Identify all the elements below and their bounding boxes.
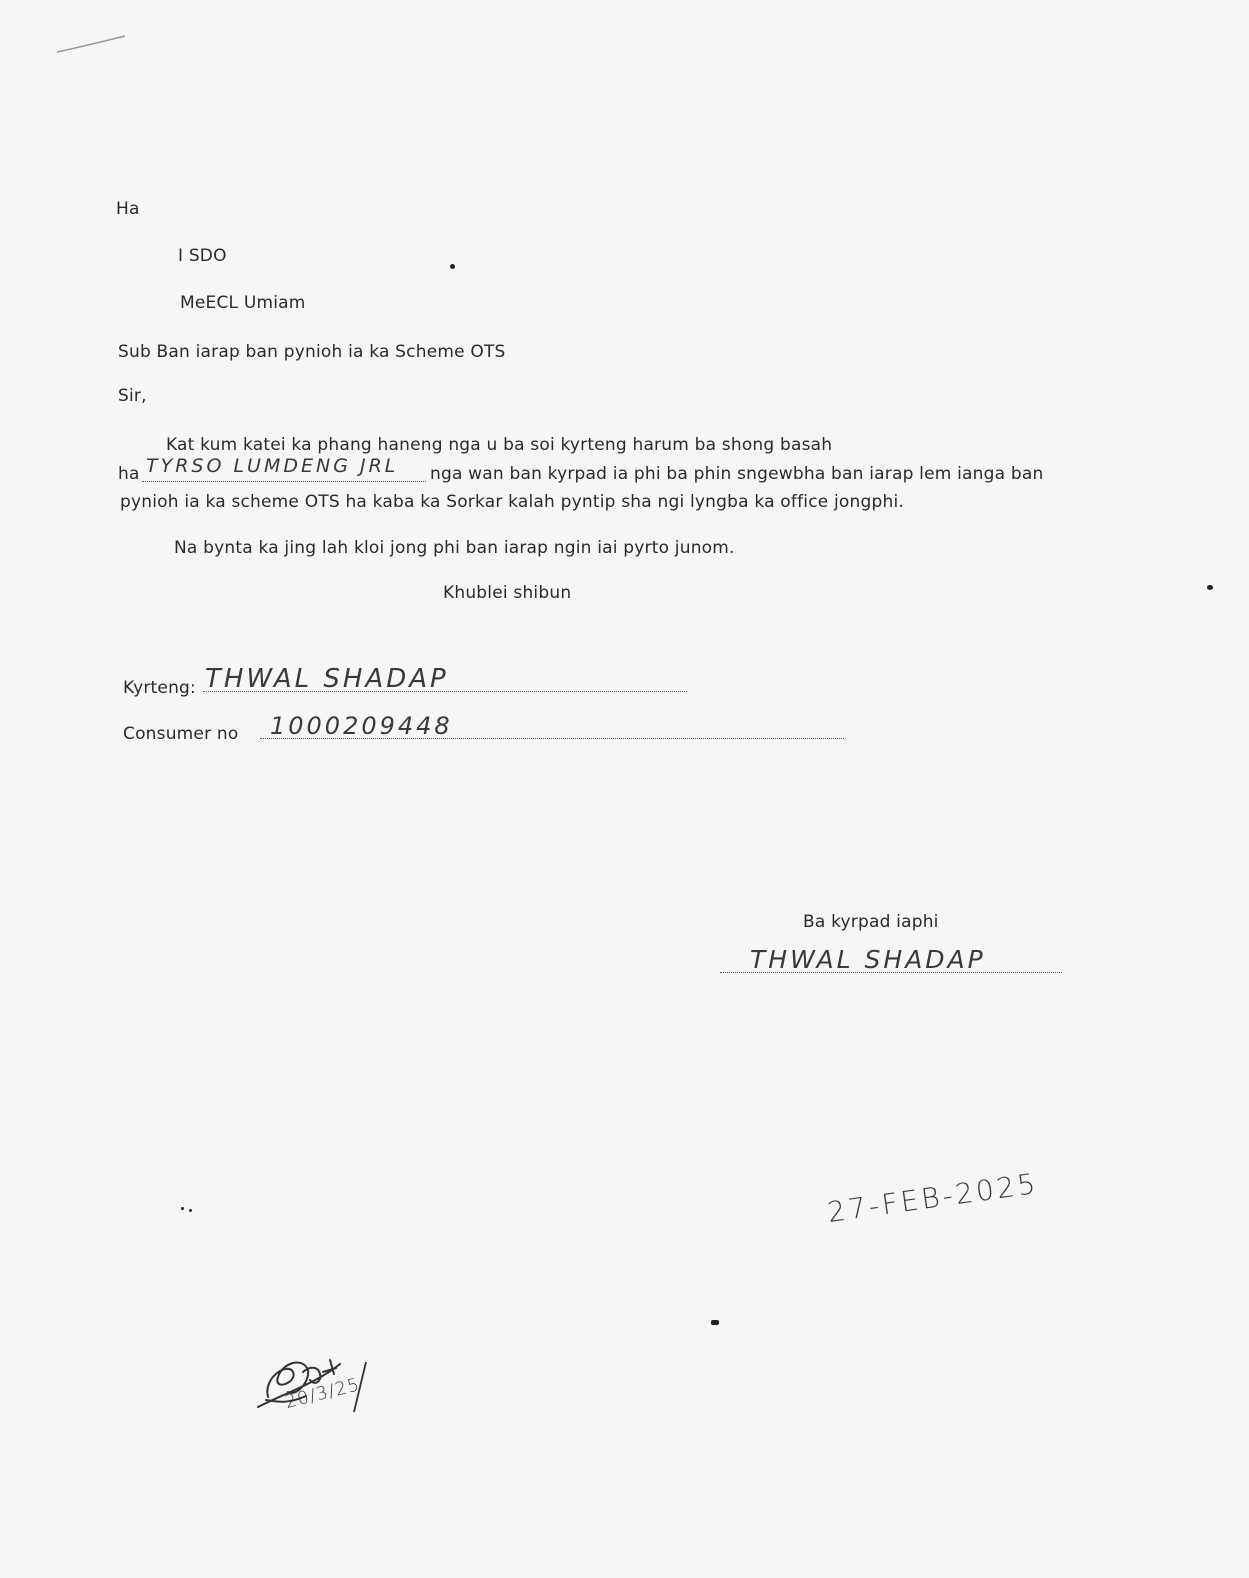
body-line3: pynioh ia ka scheme OTS ha kaba ka Sorkar kalah pyntip sha ngi lyngba ka office jongphi. bbox=[120, 492, 904, 512]
addressee-line2: MeECL Umiam bbox=[180, 293, 306, 313]
body-line1: Kat kum katei ka phang haneng nga u ba soi kyrteng harum ba shong basah bbox=[166, 435, 833, 455]
scan-speck bbox=[450, 264, 455, 269]
name-dotted-line bbox=[203, 691, 687, 692]
salutation-to: Ha bbox=[116, 199, 140, 219]
body-line2-suffix: nga wan ban kyrpad ia phi ba phin sngewbha ban iarap lem ianga ban bbox=[430, 464, 1044, 484]
signature-dotted-line bbox=[720, 972, 1062, 973]
closing-request: Na bynta ka jing lah kloi jong phi ban iarap ngin iai pyrto junom. bbox=[174, 538, 735, 558]
signature-name: THWAL SHADAP bbox=[750, 945, 986, 974]
body-line2-prefix: ha bbox=[118, 464, 140, 484]
signoff: Ba kyrpad iaphi bbox=[803, 912, 939, 932]
initial-date: 20/3/25 bbox=[282, 1374, 363, 1413]
name-label: Kyrteng: bbox=[123, 678, 196, 698]
scan-speck bbox=[1207, 585, 1213, 590]
thanks-line: Khublei shibun bbox=[443, 583, 572, 603]
greeting: Sir, bbox=[118, 386, 147, 406]
place-dotted-line bbox=[142, 481, 426, 482]
scan-mark bbox=[55, 30, 135, 60]
name-value: THWAL SHADAP bbox=[205, 664, 449, 694]
scan-speck bbox=[189, 1209, 192, 1212]
handwritten-place: TYRSO LUMDENG JRL bbox=[146, 455, 399, 477]
consumer-label: Consumer no bbox=[123, 724, 239, 744]
scan-speck bbox=[181, 1207, 184, 1210]
consumer-value: 1000209448 bbox=[270, 712, 453, 740]
subject-line: Sub Ban iarap ban pynioh ia ka Scheme OTS bbox=[118, 342, 506, 362]
consumer-dotted-line bbox=[260, 738, 844, 739]
handwritten-date: 27-FEB-2025 bbox=[825, 1166, 1041, 1229]
scan-speck bbox=[711, 1320, 719, 1325]
addressee-line1: I SDO bbox=[178, 246, 227, 266]
